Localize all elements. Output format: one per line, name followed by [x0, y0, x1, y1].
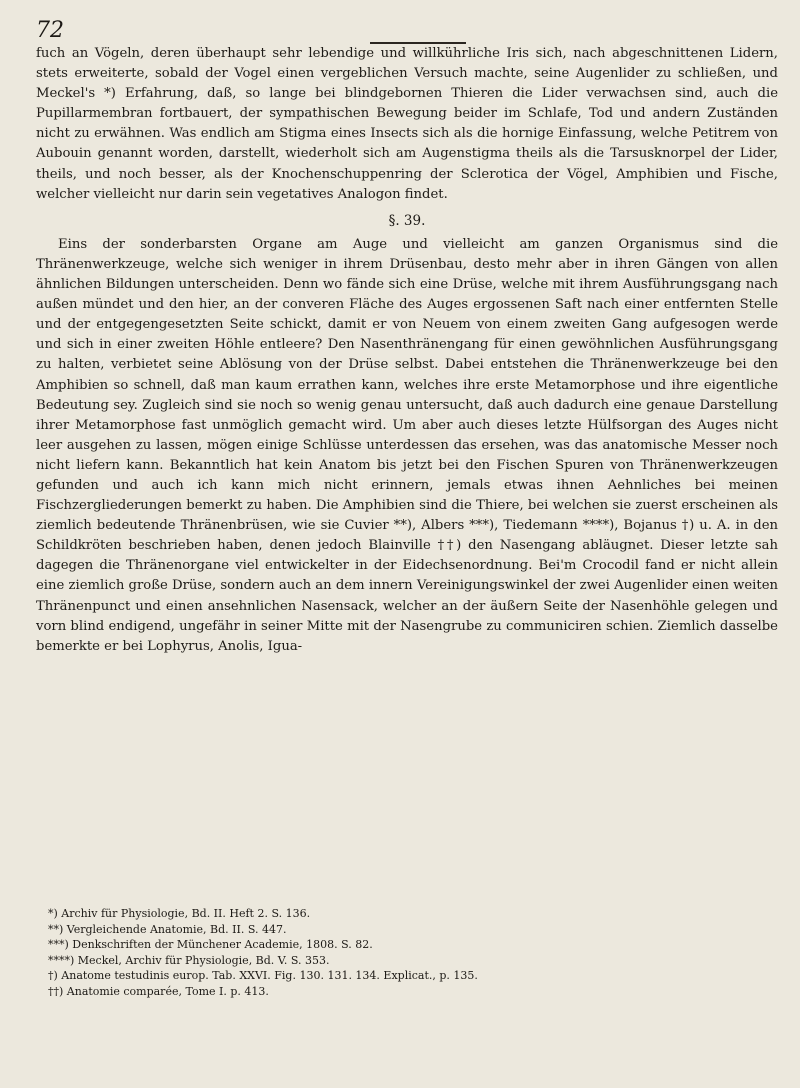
footnote: ****) Meckel, Archiv für Physiologie, Bd. V. S. 353. [48, 953, 330, 967]
paragraph-continuation: fuch an Vögeln, deren überhaupt sehr lebendige und willkührliche Iris sich, nach abgeschnittenen Lidern, stets erweiterte, sobald der Vogel einen vergeblichen Versuch machte, seine Augenlider zu schließen, und Meckel's *) Erfahrung, daß, so lange bei blindgebornen Thieren die Lider verwachsen sind, auch die Pupillarmembran fortbauert, der sympathischen Bewegung beider im Schlafe, Tod und andern Zuständen nicht zu erwähnen. Was endlich am Stigma eines Insects sich als die hornige Einfassung, welche Petitrem von Aubouin genannt worden, darstellt, wiederholt sich am Augenstigma theils als die Tarsusknorpel der Lider, theils, und noch besser, als der Knochenschuppenring der Sclerotica der Vögel, Amphibien und Fische, welcher vielleicht nur darin sein vegetatives Analogon findet. [36, 46, 778, 202]
footnotes [36, 906, 778, 1000]
section-number: §. 39. [388, 212, 426, 229]
section-paragraph: Eins der sonderbarsten Organe am Auge und vielleicht am ganzen Organismus sind die Thränenwerkzeuge, welche sich weniger in ihrem Drüsenbau, desto mehr aber in ihren Gängen von allen ähnlichen Bildungen unterscheiden. Denn wo fände sich eine Drüse, welche mit ihrem Ausführungsgang nach außen mündet und den hier, an der converen Fläche des Auges ergossenen Saft nach einer entfernten Stelle und der entgegengesetzten Seite schickt, damit er von Neuem von einem zweiten Gang aufgesogen werde und sich in einer zweiten Höhle entleere? Den Nasenthränengang für einen gewöhnlichen Ausführungsgang zu halten, verbietet seine Ablösung von der Drüse selbst. Dabei entstehen die Thränenwerkzeuge bei den Amphibien so schnell, daß man kaum errathen kann, welches ihre erste Metamorphose und ihre eigentliche Bedeutung sey. Zugleich sind sie noch so wenig genau untersucht, daß auch dadurch eine genaue Darstellung ihrer Metamorphose fast unmöglich gemacht wird. Um aber auch dieses letzte Hülfsorgan des Auges nicht leer ausgehen zu lassen, mögen einige Schlüsse unterdessen das ersehen, was das anatomische Messer noch nicht liefern kann. Bekanntlich hat kein Anatom bis jetzt bei den Fischen Spuren von Thränenwerkzeugen gefunden und auch ich kann mich nicht erinnern, jemals etwas ihnen Aehnliches bei meinen Fischzergliederungen bemerkt zu haben. Die Amphibien sind die Thiere, bei welchen sie zuerst erscheinen als ziemlich bedeutende Thränenbrüsen, wie sie Cuvier **), Albers ***), Tiedemann ****), Bojanus †) u. A. in den Schildkröten beschrieben haben, denen jedoch Blainville ††) den Nasengang abläugnet. Dieser letzte sah dagegen die Thränenorgane viel entwickelter in der Eidechsenordnung. Bei'm Crocodil fand er nicht allein eine ziemlich große Drüse, sondern auch an dem innern Vereinigungswinkel der zwei Augenlider einen weiten Thränenpunct und einen ansehnlichen Nasensack, welcher an der äußern Seite der Nasenhöhle gelegen und vorn blind endigend, ungefähr in seiner Mitte mit der Nasengrube zu communiciren schien. Ziemlich dasselbe bemerkte er bei Lophyrus, Anolis, Igua- [36, 236, 778, 654]
page-number: 72 [36, 18, 64, 43]
footnote: **) Vergleichende Anatomie, Bd. II. S. 447. [48, 922, 287, 936]
body-text [36, 44, 778, 657]
footnote: ***) Denkschriften der Münchener Academie, 1808. S. 82. [48, 938, 373, 952]
footnote: †) Anatome testudinis europ. Tab. XXVI. Fig. 130. 131. 134. Explicat., p. 135. [48, 969, 478, 983]
footnote: *) Archiv für Physiologie, Bd. II. Heft 2. S. 136. [48, 907, 311, 920]
footnote: ††) Anatomie comparée, Tome I. p. 413. [48, 984, 269, 998]
